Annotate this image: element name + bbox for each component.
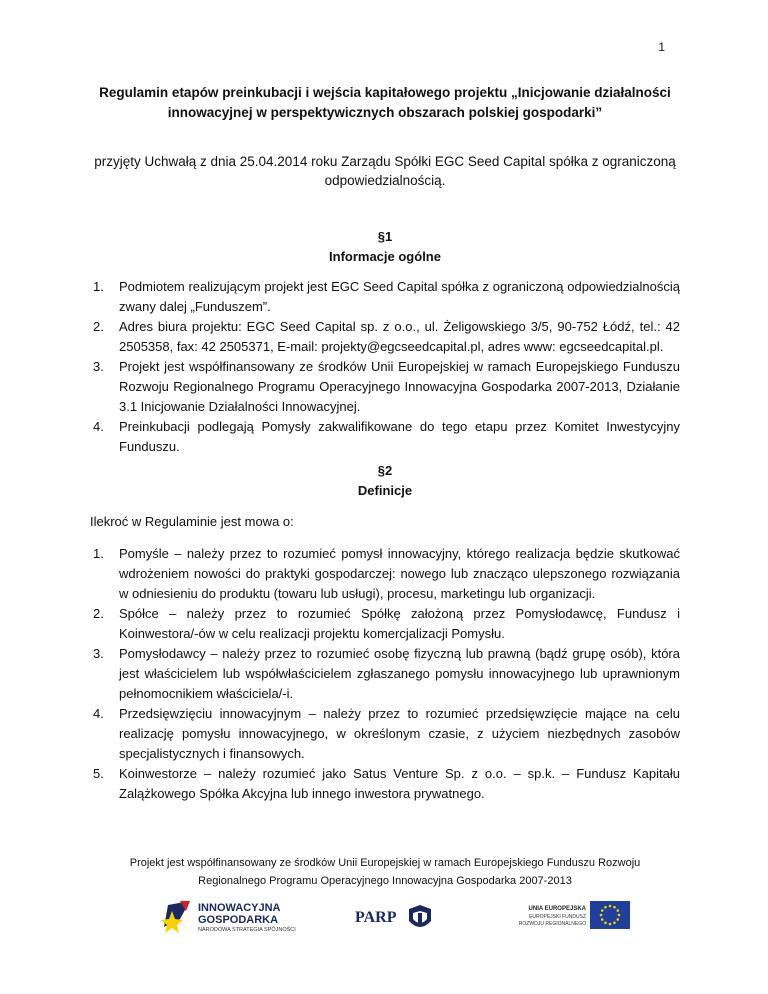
- item-number: 5.: [93, 766, 104, 781]
- item-number: 2.: [93, 606, 104, 621]
- list-item: [93, 544, 680, 604]
- item-number: 3.: [93, 646, 104, 661]
- item-text: Preinkubacji podlegają Pomysły zakwalifikowane do tego etapu przez Komitet Inwestycyjny Funduszu.: [119, 419, 680, 454]
- item-number: 1.: [93, 546, 104, 561]
- ig-line-2: GOSPODARKA: [198, 914, 279, 926]
- eu-line-3: ROZWOJU REGIONALNEGO: [518, 921, 586, 927]
- item-text: Projekt jest współfinansowany ze środków Unii Europejskiej w ramach Europejskiego Funduszu Rozwoju Regionalnego Programu Operacyjnego Innowacyjna Gospodarka 2007-2013, Działanie 3.1 Inicjowanie Działalności Innowacyjnej.: [119, 359, 680, 414]
- eu-flag-icon: [590, 901, 630, 929]
- item-text: Spółce – należy przez to rozumieć Spółkę założoną przez Pomysłodawcę, Fundusz i Koinwestora/-ów w celu realizacji projektu komercjalizacji Pomysłu.: [119, 606, 680, 641]
- item-text: Podmiotem realizującym projekt jest EGC Seed Capital spółka z ograniczoną odpowiedzialnością zwany dalej „Funduszem”.: [119, 279, 680, 314]
- ig-line-1: INNOWACYJNA: [198, 902, 281, 914]
- page-number: 1: [658, 40, 665, 54]
- parp-text: PARP: [355, 909, 397, 926]
- footer-line-1: Projekt jest współfinansowany ze środków Unii Europejskiej w ramach Europejskiego Funduszu Rozwoju: [129, 857, 641, 869]
- item-number: 2.: [93, 319, 104, 334]
- section-2-list: [93, 544, 680, 804]
- footer-line-2: Regionalnego Programu Operacyjnego Innowacyjna Gospodarka 2007-2013: [198, 875, 572, 887]
- list-item: [93, 764, 680, 804]
- list-item: [93, 604, 680, 644]
- footer-note: [90, 854, 680, 890]
- section-1-sign: §1: [377, 229, 393, 244]
- list-item: [93, 317, 680, 357]
- footer-logos: [160, 897, 630, 937]
- list-item: [93, 357, 680, 417]
- item-text: Pomyśle – należy przez to rozumieć pomysł innowacyjny, którego realizacja będzie skutkować wdrożeniem nowości do praktyki gospodarczej: nowego lub znacząco ulepszonego rozwiązania w odniesieniu do produktu (towaru lub usługi), procesu, marketingu lub organizacji.: [119, 546, 680, 601]
- definitions-intro: Ilekroć w Regulaminie jest mowa o:: [90, 514, 294, 529]
- document-title: Regulamin etapów preinkubacji i wejścia kapitałowego projektu „Inicjowanie działalności innowacyjnej w perspektywicznych obszarach polskiej gospodarki”: [99, 85, 671, 120]
- eu-logo: [520, 899, 630, 935]
- adoption-note: przyjęty Uchwałą z dnia 25.04.2014 roku Zarządu Spółki EGC Seed Capital spółka z ograniczoną odpowiedzialnością.: [94, 154, 676, 188]
- eu-line-1: UNIA EUROPEJSKA: [528, 906, 586, 912]
- list-item: [93, 417, 680, 457]
- parp-emblem-icon: [407, 903, 433, 933]
- item-text: Przedsięwzięciu innowacyjnym – należy przez to rozumieć przedsięwzięcie mające na celu realizację pomysłu innowacyjnego, w określonym czasie, z użyciem niezbędnych zasobów specjalistycznych i finansowych.: [119, 706, 680, 761]
- ig-line-3: NARODOWA STRATEGIA SPÓJNOŚCI: [198, 927, 296, 933]
- item-text: Adres biura projektu: EGC Seed Capital sp. z o.o., ul. Żeligowskiego 3/5, 90-752 Łódź, tel.: 42 2505358, fax: 42 2505371, E-mail: projekty@egcseedcapital.pl, adres www: egcseedcapital.pl.: [119, 319, 680, 354]
- item-text: Koinwestorze – należy rozumieć jako Satus Venture Sp. z o.o. – sp.k. – Fundusz Kapitału Zalążkowego Spółka Akcyjna lub innego inwestora prywatnego.: [119, 766, 680, 801]
- list-item: [93, 704, 680, 764]
- item-text: Pomysłodawcy – należy przez to rozumieć osobę fizyczną lub prawną (bądź grupę osób), która jest właścicielem lub współwłaścicielem zgłaszanego pomysłu innowacyjnego lub uprawnionym pełnomocnikiem właściciela/-i.: [119, 646, 680, 701]
- eu-line-2: EUROPEJSKI FUNDUSZ: [529, 914, 586, 920]
- item-number: 4.: [93, 706, 104, 721]
- section-2-heading: Definicje: [357, 483, 413, 498]
- list-item: [93, 277, 680, 317]
- innowacyjna-gospodarka-logo: [160, 897, 310, 937]
- star-emblem-icon: [160, 897, 194, 935]
- section-2-sign: §2: [377, 463, 393, 478]
- item-number: 3.: [93, 359, 104, 374]
- item-number: 4.: [93, 419, 104, 434]
- item-number: 1.: [93, 279, 104, 294]
- list-item: [93, 644, 680, 704]
- section-1-heading: Informacje ogólne: [329, 249, 441, 264]
- parp-logo: [355, 901, 435, 935]
- section-1-list: [93, 277, 680, 457]
